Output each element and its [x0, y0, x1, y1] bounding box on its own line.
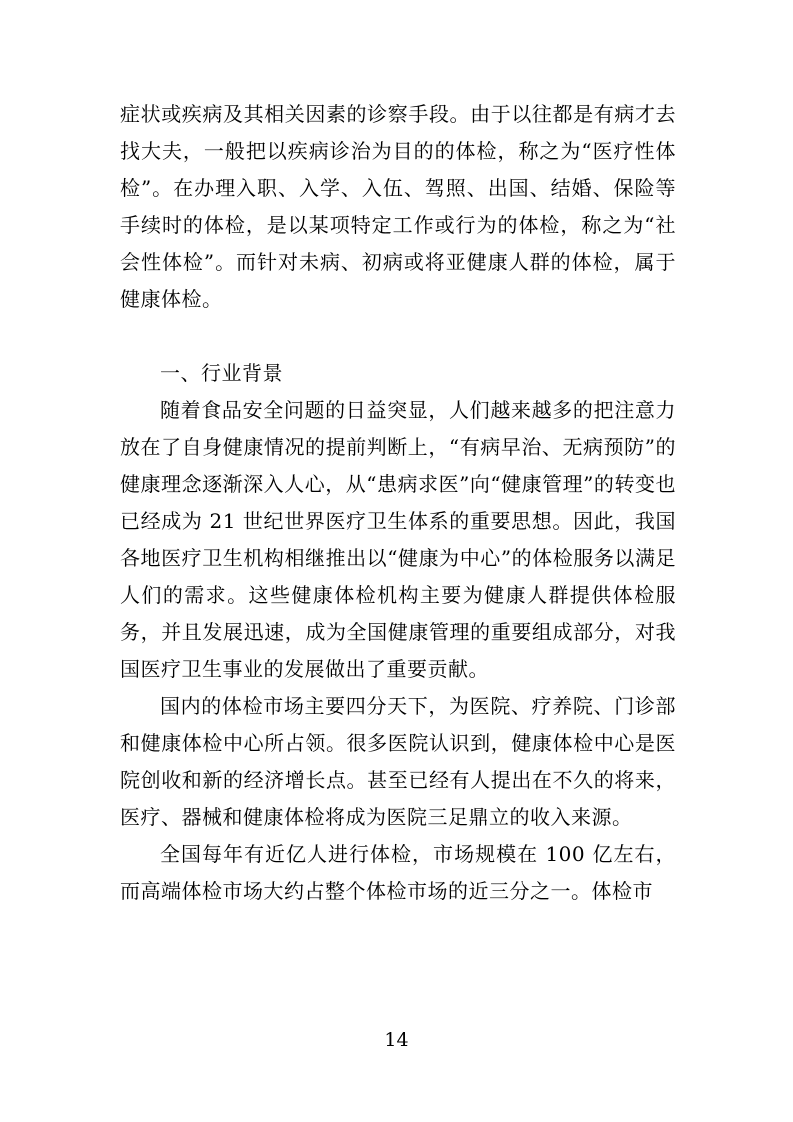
page-body [120, 96, 676, 910]
page-number: 14 [384, 1029, 409, 1051]
intro-paragraph: 症状或疾病及其相关因素的诊察手段。由于以往都是有病才去找大夫，一般把以疾病诊治为目的的体检，称之为“医疗性体检”。在办理入职、入学、入伍、驾照、出国、结婚、保险等手续时的体检，是以某项特定工作或行为的体检，称之为“社会性体检”。而针对未病、初病或将亚健康人群的体检，属于健康体检。 [120, 102, 676, 311]
body-paragraph-2: 国内的体检市场主要四分天下，为医院、疗养院、门诊部和健康体检中心所占领。很多医院认识到，健康体检中心是医院创收和新的经济增长点。甚至已经有人提出在不久的将来，医疗、器械和健康体检将成为医院三足鼎立的收入来源。 [120, 694, 676, 829]
section-heading: 一、行业背景 [160, 361, 283, 385]
body-paragraph-1: 随着食品安全问题的日益突显，人们越来越多的把注意力放在了自身健康情况的提前判断上，“有病早治、无病预防”的健康理念逐渐深入人心，从“患病求医”向“健康管理”的转变也已经成为 21 世纪世界医疗卫生体系的重要思想。因此，我国各地医疗卫生机构相继推出以“健康为中心”的体检服务以满足人们的需求。这些健康体检机构主要为健康人群提供体检服务，并且发展迅速，成为全国健康管理的重要组成部分，对我国医疗卫生事业的发展做出了重要贡献。 [120, 398, 676, 681]
body-paragraph-3: 全国每年有近亿人进行体检，市场规模在 100 亿左右，而高端体检市场大约占整个体检市场的近三分之一。体检市 [120, 842, 676, 903]
paragraph-spacer [120, 318, 676, 355]
